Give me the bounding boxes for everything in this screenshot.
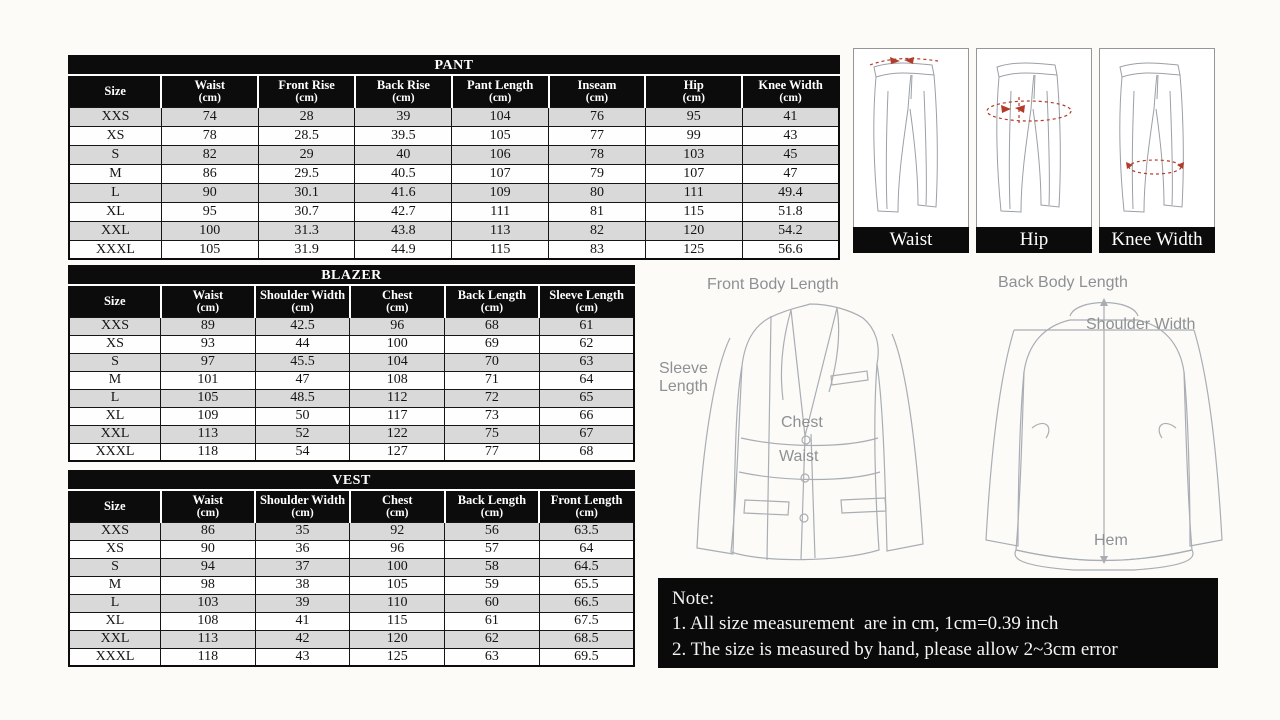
pant-col-header: Inseam (cm): [549, 75, 646, 107]
vest-cell: 125: [350, 648, 445, 666]
pant-cell: 47: [742, 164, 839, 183]
vest-cell: 56: [445, 522, 540, 540]
blazer-row-XXL: [69, 425, 634, 443]
blazer-cell: 65: [539, 389, 634, 407]
pants-illustration-waist: [854, 49, 968, 227]
blazer-cell: 50: [255, 407, 350, 425]
pant-cell: 95: [645, 107, 742, 126]
pant-row-XL: [69, 202, 839, 221]
vest-cell: 59: [445, 576, 540, 594]
note-heading: Note:: [672, 588, 715, 609]
blazer-cell: 72: [445, 389, 540, 407]
pant-cell: 115: [645, 202, 742, 221]
blazer-row-XS: [69, 335, 634, 353]
pant-cell: 31.9: [258, 240, 355, 259]
blazer-cell: 47: [255, 371, 350, 389]
vest-cell: 96: [350, 540, 445, 558]
pant-cell: 99: [645, 126, 742, 145]
pant-cell: 30.1: [258, 183, 355, 202]
pant-size-table: [68, 55, 840, 257]
vest-cell: 62: [445, 630, 540, 648]
vest-cell: 37: [255, 558, 350, 576]
blazer-col-header-size: Size: [69, 285, 161, 317]
vest-cell: 86: [161, 522, 256, 540]
blazer-col-header: Waist (cm): [161, 285, 256, 317]
blazer-col-header: Back Length (cm): [445, 285, 540, 317]
blazer-table: [68, 265, 635, 462]
vest-cell: 64.5: [539, 558, 634, 576]
blazer-cell: 44: [255, 335, 350, 353]
note-line-2: 2. The size is measured by hand, please allow 2~3cm error: [672, 639, 1118, 660]
pant-col-header: Pant Length (cm): [452, 75, 549, 107]
pant-cell: XL: [69, 202, 161, 221]
vest-row-XL: [69, 612, 634, 630]
pant-cell: 107: [645, 164, 742, 183]
vest-row-S: [69, 558, 634, 576]
vest-cell: 98: [161, 576, 256, 594]
vest-cell: 68.5: [539, 630, 634, 648]
note-line-1: 1. All size measurement are in cm, 1cm=0.39 inch: [672, 613, 1059, 634]
blazer-cell: 62: [539, 335, 634, 353]
pant-cell: 103: [645, 145, 742, 164]
blazer-cell: 75: [445, 425, 540, 443]
vest-cell: 35: [255, 522, 350, 540]
pant-cell: 43: [742, 126, 839, 145]
chest-label: Chest: [781, 414, 823, 431]
pant-cell: 100: [161, 221, 258, 240]
vest-cell: 65.5: [539, 576, 634, 594]
blazer-cell: 66: [539, 407, 634, 425]
pant-diagram-waist-label: Waist: [853, 227, 969, 253]
pant-cell: 109: [452, 183, 549, 202]
vest-cell: 67.5: [539, 612, 634, 630]
pant-diagram-waist: [853, 48, 969, 253]
pant-cell: 79: [549, 164, 646, 183]
pant-cell: 111: [645, 183, 742, 202]
blazer-cell: 89: [161, 317, 256, 335]
note-box: [658, 578, 1218, 668]
pant-cell: 56.6: [742, 240, 839, 259]
blazer-row-S: [69, 353, 634, 371]
blazer-col-header: Chest (cm): [350, 285, 445, 317]
pant-col-header: Back Rise (cm): [355, 75, 452, 107]
vest-cell: XXL: [69, 630, 161, 648]
blazer-cell: 104: [350, 353, 445, 371]
pant-cell: 31.3: [258, 221, 355, 240]
vest-cell: XXXL: [69, 648, 161, 666]
pant-cell: 29.5: [258, 164, 355, 183]
pant-cell: 78: [549, 145, 646, 164]
pant-cell: 44.9: [355, 240, 452, 259]
vest-cell: 108: [161, 612, 256, 630]
vest-row-L: [69, 594, 634, 612]
pants-illustration-knee: [1100, 49, 1214, 227]
vest-cell: 94: [161, 558, 256, 576]
blazer-back-diagram: [958, 268, 1250, 573]
vest-cell: 113: [161, 630, 256, 648]
blazer-cell: M: [69, 371, 161, 389]
pant-col-header: Waist (cm): [161, 75, 258, 107]
blazer-cell: 64: [539, 371, 634, 389]
vest-cell: 61: [445, 612, 540, 630]
blazer-front-diagram: [645, 268, 975, 573]
shoulder-width-label: Shoulder Width: [1086, 316, 1196, 333]
vest-table-title: VEST: [69, 471, 634, 490]
pant-cell: 40: [355, 145, 452, 164]
vest-cell: 100: [350, 558, 445, 576]
vest-cell: 103: [161, 594, 256, 612]
pant-cell: XS: [69, 126, 161, 145]
vest-cell: 43: [255, 648, 350, 666]
vest-row-XS: [69, 540, 634, 558]
blazer-back-illustration: [958, 268, 1250, 573]
pant-cell: 51.8: [742, 202, 839, 221]
blazer-cell: XXL: [69, 425, 161, 443]
blazer-size-table: [68, 265, 635, 460]
vest-col-header: Chest (cm): [350, 490, 445, 522]
pant-cell: 113: [452, 221, 549, 240]
vest-cell: 39: [255, 594, 350, 612]
blazer-cell: 42.5: [255, 317, 350, 335]
pant-cell: L: [69, 183, 161, 202]
pant-cell: 120: [645, 221, 742, 240]
vest-cell: XS: [69, 540, 161, 558]
blazer-row-XXS: [69, 317, 634, 335]
blazer-cell: 68: [445, 317, 540, 335]
blazer-cell: 45.5: [255, 353, 350, 371]
pant-cell: 104: [452, 107, 549, 126]
pant-cell: 78: [161, 126, 258, 145]
blazer-cell: 68: [539, 443, 634, 461]
blazer-cell: 100: [350, 335, 445, 353]
vest-cell: 110: [350, 594, 445, 612]
pant-cell: 54.2: [742, 221, 839, 240]
blazer-cell: 70: [445, 353, 540, 371]
vest-cell: 36: [255, 540, 350, 558]
blazer-cell: 97: [161, 353, 256, 371]
blazer-row-XL: [69, 407, 634, 425]
pant-col-header: Hip (cm): [645, 75, 742, 107]
pant-cell: 95: [161, 202, 258, 221]
pant-row-XS: [69, 126, 839, 145]
vest-row-XXL: [69, 630, 634, 648]
vest-size-table: [68, 470, 635, 665]
vest-cell: XXS: [69, 522, 161, 540]
pant-table-title: PANT: [69, 56, 839, 75]
vest-cell: 63: [445, 648, 540, 666]
blazer-row-L: [69, 389, 634, 407]
pant-cell: 81: [549, 202, 646, 221]
vest-cell: 120: [350, 630, 445, 648]
vest-cell: 90: [161, 540, 256, 558]
vest-cell: 60: [445, 594, 540, 612]
blazer-cell: 113: [161, 425, 256, 443]
vest-cell: 69.5: [539, 648, 634, 666]
pant-diagram-knee-width-label: Knee Width: [1099, 227, 1215, 253]
blazer-cell: 67: [539, 425, 634, 443]
pant-diagram-knee-width: [1099, 48, 1215, 253]
pant-cell: 83: [549, 240, 646, 259]
blazer-row-XXXL: [69, 443, 634, 461]
blazer-cell: 101: [161, 371, 256, 389]
vest-cell: M: [69, 576, 161, 594]
pant-cell: M: [69, 164, 161, 183]
pant-cell: XXL: [69, 221, 161, 240]
pant-cell: 115: [452, 240, 549, 259]
pant-cell: 41.6: [355, 183, 452, 202]
blazer-row-M: [69, 371, 634, 389]
blazer-cell: L: [69, 389, 161, 407]
vest-cell: 38: [255, 576, 350, 594]
vest-col-header: Front Length (cm): [539, 490, 634, 522]
pant-row-XXXL: [69, 240, 839, 259]
vest-cell: 58: [445, 558, 540, 576]
pant-cell: 106: [452, 145, 549, 164]
pant-cell: 105: [161, 240, 258, 259]
blazer-cell: 69: [445, 335, 540, 353]
pant-cell: 125: [645, 240, 742, 259]
pant-cell: 28.5: [258, 126, 355, 145]
pant-row-M: [69, 164, 839, 183]
blazer-table-title: BLAZER: [69, 266, 634, 285]
vest-cell: 41: [255, 612, 350, 630]
blazer-cell: 52: [255, 425, 350, 443]
blazer-cell: 118: [161, 443, 256, 461]
pant-cell: 30.7: [258, 202, 355, 221]
blazer-cell: 93: [161, 335, 256, 353]
blazer-cell: 108: [350, 371, 445, 389]
vest-cell: 92: [350, 522, 445, 540]
pant-cell: 105: [452, 126, 549, 145]
vest-cell: 57: [445, 540, 540, 558]
blazer-cell: 105: [161, 389, 256, 407]
blazer-cell: 127: [350, 443, 445, 461]
blazer-cell: 73: [445, 407, 540, 425]
vest-col-header-size: Size: [69, 490, 161, 522]
vest-cell: 63.5: [539, 522, 634, 540]
vest-cell: 105: [350, 576, 445, 594]
pant-cell: 82: [549, 221, 646, 240]
pant-cell: 111: [452, 202, 549, 221]
blazer-cell: 96: [350, 317, 445, 335]
pant-cell: 39: [355, 107, 452, 126]
blazer-cell: XXS: [69, 317, 161, 335]
pant-cell: 90: [161, 183, 258, 202]
vest-col-header: Back Length (cm): [445, 490, 540, 522]
blazer-cell: XS: [69, 335, 161, 353]
vest-col-header: Shoulder Width (cm): [255, 490, 350, 522]
blazer-cell: 112: [350, 389, 445, 407]
blazer-cell: 109: [161, 407, 256, 425]
pant-diagram-hip: [976, 48, 1092, 253]
pant-diagram-hip-label: Hip: [976, 227, 1092, 253]
pant-cell: 74: [161, 107, 258, 126]
vest-cell: S: [69, 558, 161, 576]
pant-row-S: [69, 145, 839, 164]
vest-table: [68, 470, 635, 667]
pant-cell: XXXL: [69, 240, 161, 259]
pant-cell: 77: [549, 126, 646, 145]
blazer-cell: 63: [539, 353, 634, 371]
blazer-col-header: Sleeve Length (cm): [539, 285, 634, 317]
blazer-cell: S: [69, 353, 161, 371]
pant-cell: XXS: [69, 107, 161, 126]
pant-cell: 41: [742, 107, 839, 126]
blazer-cell: XL: [69, 407, 161, 425]
vest-cell: 64: [539, 540, 634, 558]
pant-cell: S: [69, 145, 161, 164]
blazer-col-header: Shoulder Width (cm): [255, 285, 350, 317]
pants-illustration-hip: [977, 49, 1091, 227]
pant-row-L: [69, 183, 839, 202]
vest-col-header: Waist (cm): [161, 490, 256, 522]
pant-cell: 45: [742, 145, 839, 164]
pant-table: [68, 55, 840, 260]
pant-cell: 28: [258, 107, 355, 126]
pant-cell: 43.8: [355, 221, 452, 240]
back-body-length-label: Back Body Length: [998, 274, 1128, 291]
pant-col-header: Front Rise (cm): [258, 75, 355, 107]
waist-label: Waist: [779, 448, 819, 465]
pant-cell: 76: [549, 107, 646, 126]
pant-cell: 49.4: [742, 183, 839, 202]
pant-cell: 82: [161, 145, 258, 164]
blazer-cell: 48.5: [255, 389, 350, 407]
blazer-cell: 71: [445, 371, 540, 389]
vest-cell: 66.5: [539, 594, 634, 612]
sleeve-length-label: Sleeve Length: [659, 360, 708, 395]
pant-cell: 107: [452, 164, 549, 183]
vest-cell: 118: [161, 648, 256, 666]
pant-cell: 29: [258, 145, 355, 164]
vest-cell: XL: [69, 612, 161, 630]
front-body-length-label: Front Body Length: [707, 276, 839, 293]
vest-row-XXS: [69, 522, 634, 540]
pant-col-header: Knee Width (cm): [742, 75, 839, 107]
blazer-cell: XXXL: [69, 443, 161, 461]
vest-cell: 115: [350, 612, 445, 630]
pant-cell: 86: [161, 164, 258, 183]
pant-col-header-size: Size: [69, 75, 161, 107]
blazer-cell: 77: [445, 443, 540, 461]
blazer-cell: 117: [350, 407, 445, 425]
pant-cell: 80: [549, 183, 646, 202]
blazer-cell: 122: [350, 425, 445, 443]
pant-cell: 42.7: [355, 202, 452, 221]
pant-row-XXL: [69, 221, 839, 240]
vest-cell: L: [69, 594, 161, 612]
vest-row-M: [69, 576, 634, 594]
pant-cell: 39.5: [355, 126, 452, 145]
pant-cell: 40.5: [355, 164, 452, 183]
vest-cell: 42: [255, 630, 350, 648]
blazer-cell: 54: [255, 443, 350, 461]
pant-row-XXS: [69, 107, 839, 126]
hem-label: Hem: [1094, 532, 1128, 549]
vest-row-XXXL: [69, 648, 634, 666]
blazer-cell: 61: [539, 317, 634, 335]
